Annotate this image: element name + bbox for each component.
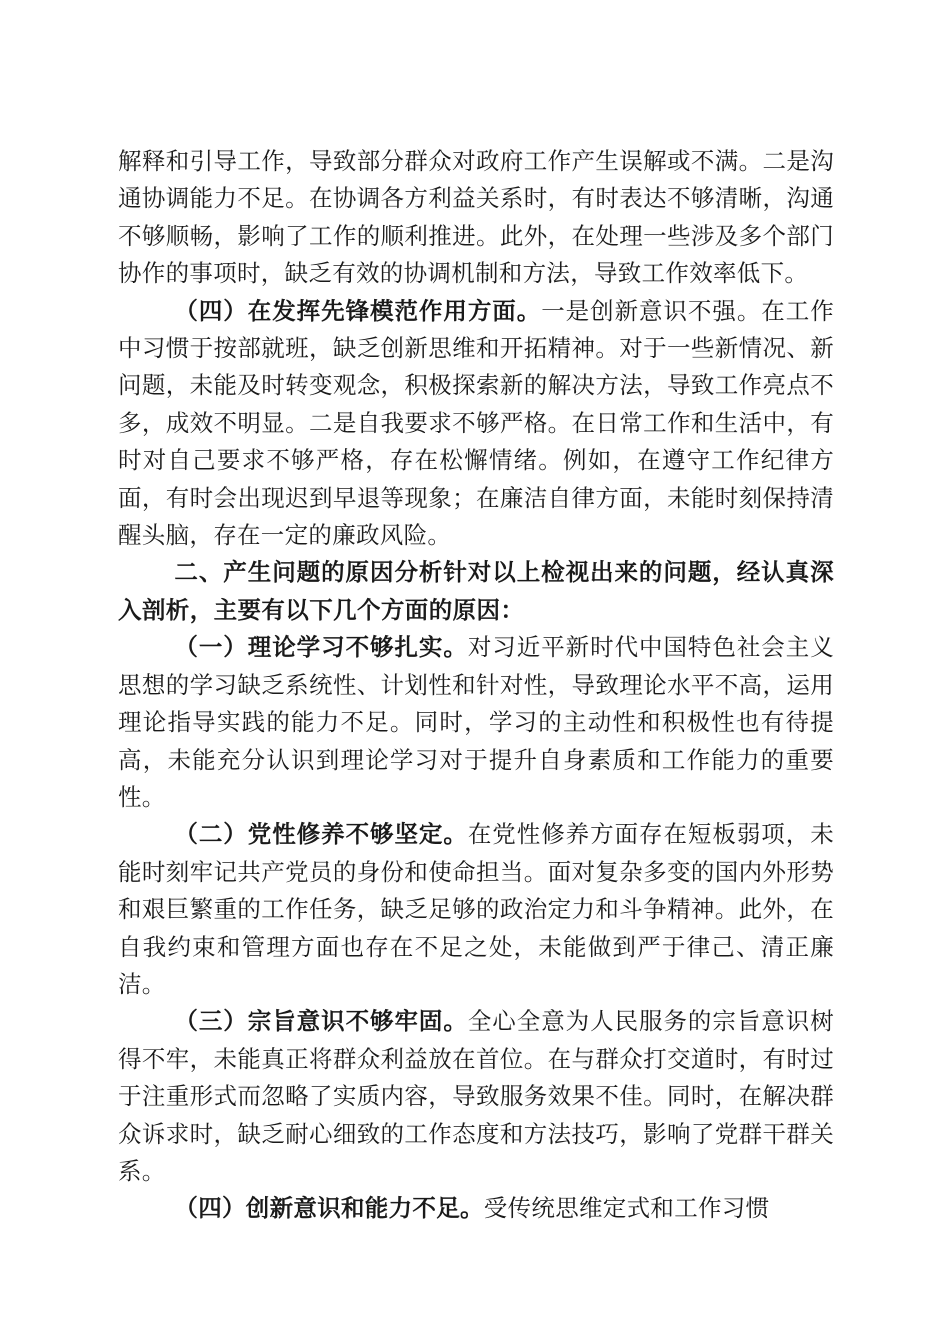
paragraph-theory-study: [118, 629, 834, 816]
paragraph-lead: （四）创新意识和能力不足。: [174, 1194, 484, 1223]
paragraph-lead: （三）宗旨意识不够牢固。: [174, 1007, 468, 1036]
paragraph-lead: （四）在发挥先锋模范作用方面。: [174, 296, 542, 325]
section-heading-cause-analysis: [118, 554, 834, 629]
paragraph-party-spirit: [118, 816, 834, 1003]
paragraph-body: 在党性修养方面存在短板弱项，未能时刻牢记共产党员的身份和使命担当。面对复杂多变的国内外形势和艰巨繁重的工作任务，缺乏足够的政治定力和斗争精神。此外，在自我约束和管理方面也存在不足之处，未能做到严于律己、清正廉洁。: [118, 820, 834, 998]
paragraph-body: 全心全意为人民服务的宗旨意识树得不牢，未能真正将群众利益放在首位。在与群众打交道时，有时过于注重形式而忽略了实质内容，导致服务效果不佳。同时，在解决群众诉求时，缺乏耐心细致的工作态度和方法技巧，影响了党群干群关系。: [118, 1007, 834, 1185]
paragraph-communication-issues: [118, 143, 834, 293]
document-page: [118, 143, 834, 1228]
paragraph-innovation-ability: [118, 1190, 834, 1227]
paragraph-body: 对习近平新时代中国特色社会主义思想的学习缺乏系统性、计划性和针对性，导致理论水平不高，运用理论指导实践的能力不足。同时，学习的主动性和积极性也有待提高，未能充分认识到理论学习对于提升自身素质和工作能力的重要性。: [118, 633, 834, 811]
paragraph-body: 一是创新意识不强。在工作中习惯于按部就班，缺乏创新思维和开拓精神。对于一些新情况、新问题，未能及时转变观念，积极探索新的解决方法，导致工作亮点不多，成效不明显。二是自我要求不够严格。在日常工作和生活中，有时对自己要求不够严格，存在松懈情绪。例如，在遵守工作纪律方面，有时会出现迟到早退等现象；在廉洁自律方面，未能时刻保持清醒头脑，存在一定的廉政风险。: [118, 296, 834, 550]
paragraph-lead: （一）理论学习不够扎实。: [174, 633, 468, 662]
paragraph-purpose-awareness: [118, 1003, 834, 1190]
paragraph-body: 解释和引导工作，导致部分群众对政府工作产生误解或不满。二是沟通协调能力不足。在协调各方利益关系时，有时表达不够清晰，沟通不够顺畅，影响了工作的顺利推进。此外，在处理一些涉及多个部门协作的事项时，缺乏有效的协调机制和方法，导致工作效率低下。: [118, 147, 834, 288]
paragraph-vanguard-role: [118, 293, 834, 555]
paragraph-body: 受传统思维定式和工作习惯: [483, 1194, 770, 1223]
heading-text: 二、产生问题的原因分析针对以上检视出来的问题，经认真深入剖析，主要有以下几个方面的原因：: [118, 558, 834, 624]
paragraph-lead: （二）党性修养不够坚定。: [174, 820, 468, 849]
